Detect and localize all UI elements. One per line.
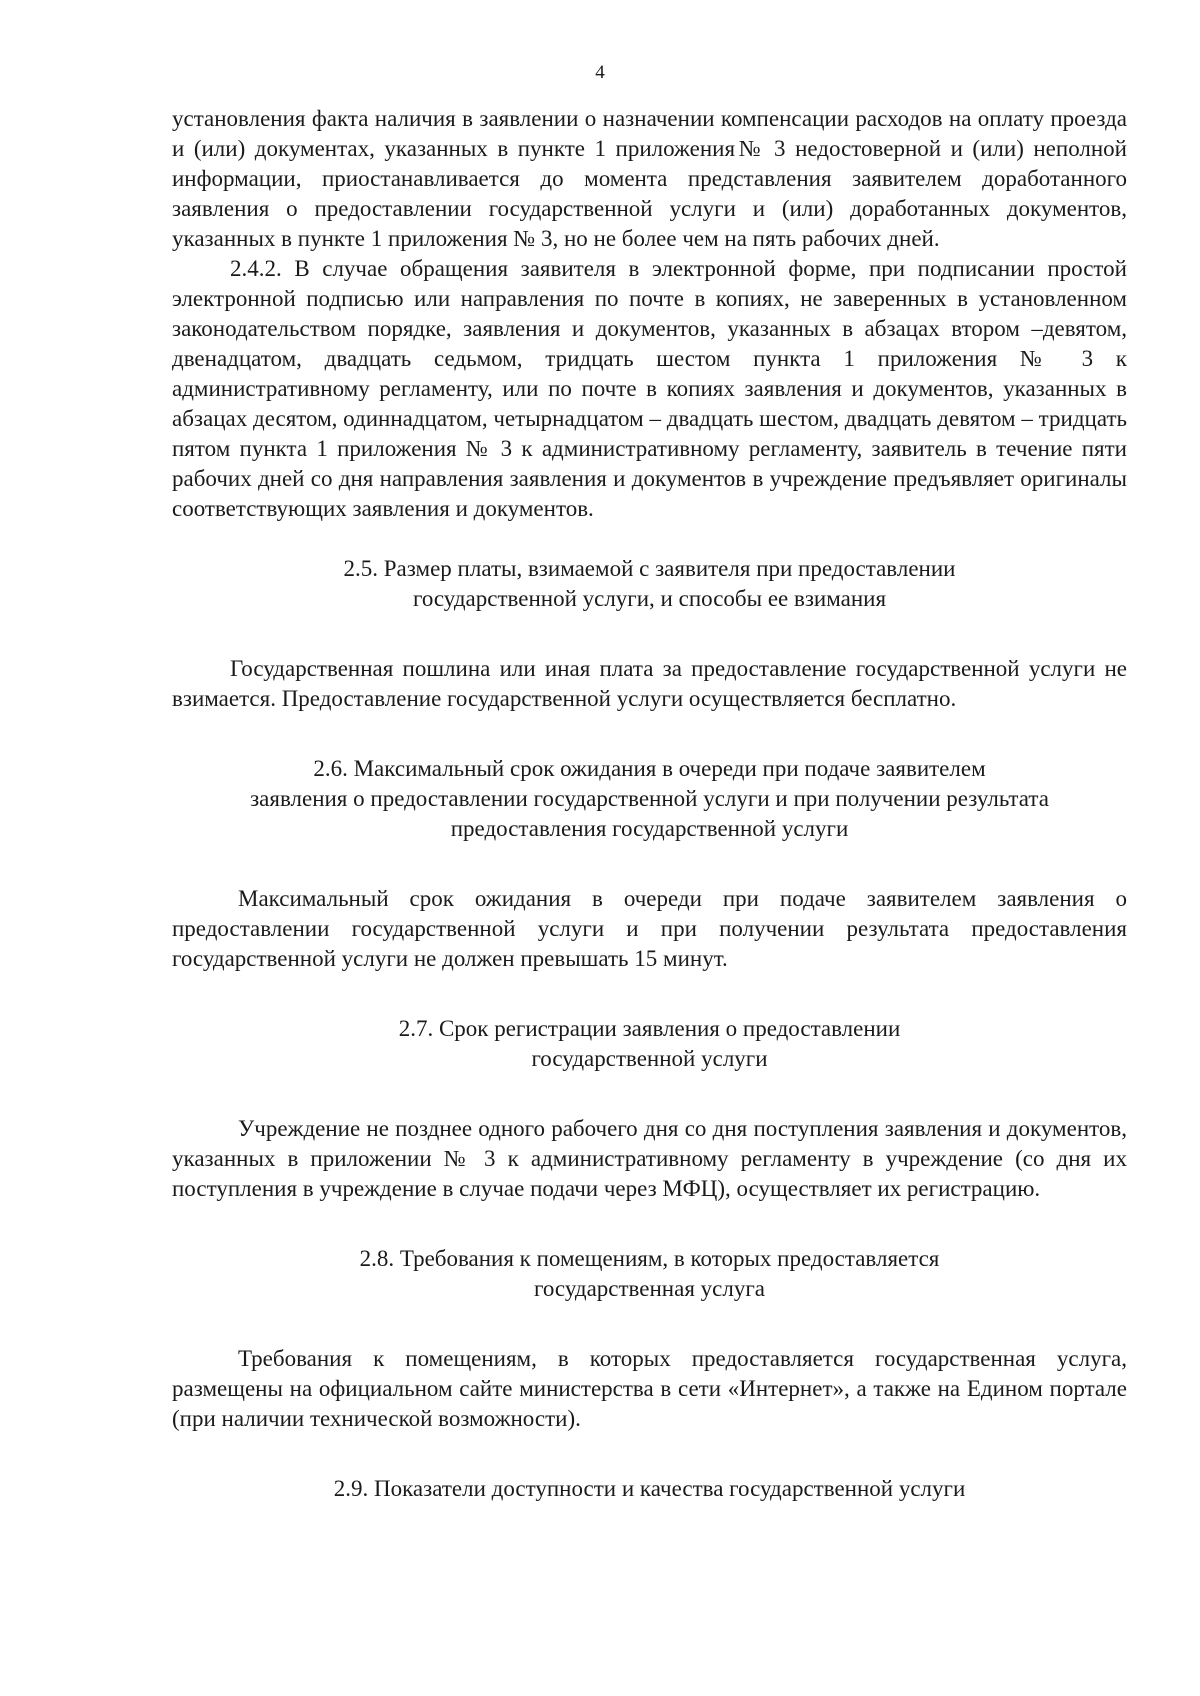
heading-2-6 <box>172 754 1127 844</box>
document-body <box>172 104 1127 1504</box>
heading-2-6-line-3: предоставления государственной услуги <box>450 816 849 841</box>
paragraph-2-4-2: 2.4.2. В случае обращения заявителя в электронной форме, при подписании простой электронной подписью или направления по почте в копиях, не заверенных в установленном законодательством порядке, заявления и документов, указанных в абзацах втором –девятом, двенадцатом, двадцать седьмом, тридцать шестом пункта 1 приложения № 3 к административному регламенту, или по почте в копиях заявления и документов, указанных в абзацах десятом, одиннадцатом, четырнадцатом – двадцать шестом, двадцать девятом – тридцать пятом пункта 1 приложения № 3 к административному регламенту, заявитель в течение пяти рабочих дней со дня направления заявления и документов в учреждение предъявляет оригиналы соответствующих заявления и документов. <box>172 256 1127 521</box>
heading-2-8-line-1: 2.8. Требования к помещениям, в которых предоставляется <box>359 1246 940 1271</box>
page-number: 4 <box>595 62 605 83</box>
heading-2-8 <box>172 1244 1127 1304</box>
heading-2-7-line-1: 2.7. Срок регистрации заявления о предоставлении <box>398 1016 901 1041</box>
heading-2-5-line-1: 2.5. Размер платы, взимаемой с заявителя при предоставлении <box>343 556 956 581</box>
heading-2-5-line-2: государственной услуги, и способы ее взимания <box>412 586 887 611</box>
heading-2-9: 2.9. Показатели доступности и качества государственной услуги <box>333 1476 966 1501</box>
heading-2-6-line-2: заявления о предоставлении государственной услуги и при получении результата <box>250 786 1049 811</box>
paragraph-fee: Государственная пошлина или иная плата за предоставление государственной услуги не взимается. Предоставление государственной услуги осуществляется бесплатно. <box>172 656 1127 711</box>
heading-2-7 <box>172 1014 1127 1074</box>
paragraph-continuation: установления факта наличия в заявлении о назначении компенсации расходов на оплату проезда и (или) документах, указанных в пункте 1 приложения№ 3 недостоверной и (или) неполной информации, приостанавливается до момента представления заявителем доработанного заявления о предоставлении государственной услуги и (или) доработанных документов, указанных в пункте 1 приложения № 3, но не более чем на пять рабочих дней. <box>172 106 1127 251</box>
paragraph-waiting-time: Максимальный срок ожидания в очереди при подаче заявителем заявления о предоставлении государственной услуги и при получении результата предоставления государственной услуги не должен превышать 15 минут. <box>172 886 1127 971</box>
heading-2-5 <box>172 554 1127 614</box>
heading-2-7-line-2: государственной услуги <box>531 1046 768 1071</box>
heading-2-8-line-2: государственная услуга <box>534 1276 765 1301</box>
heading-2-6-line-1: 2.6. Максимальный срок ожидания в очереди при подаче заявителем <box>313 756 986 781</box>
paragraph-premises: Требования к помещениям, в которых предоставляется государственная услуга, размещены на официальном сайте министерства в сети «Интернет», а также на Едином портале (при наличии технической возможности). <box>172 1346 1127 1431</box>
paragraph-registration: Учреждение не позднее одного рабочего дня со дня поступления заявления и документов, указанных в приложении № 3 к административному регламенту в учреждение (со дня их поступления в учреждение в случае подачи через МФЦ), осуществляет их регистрацию. <box>172 1116 1127 1201</box>
